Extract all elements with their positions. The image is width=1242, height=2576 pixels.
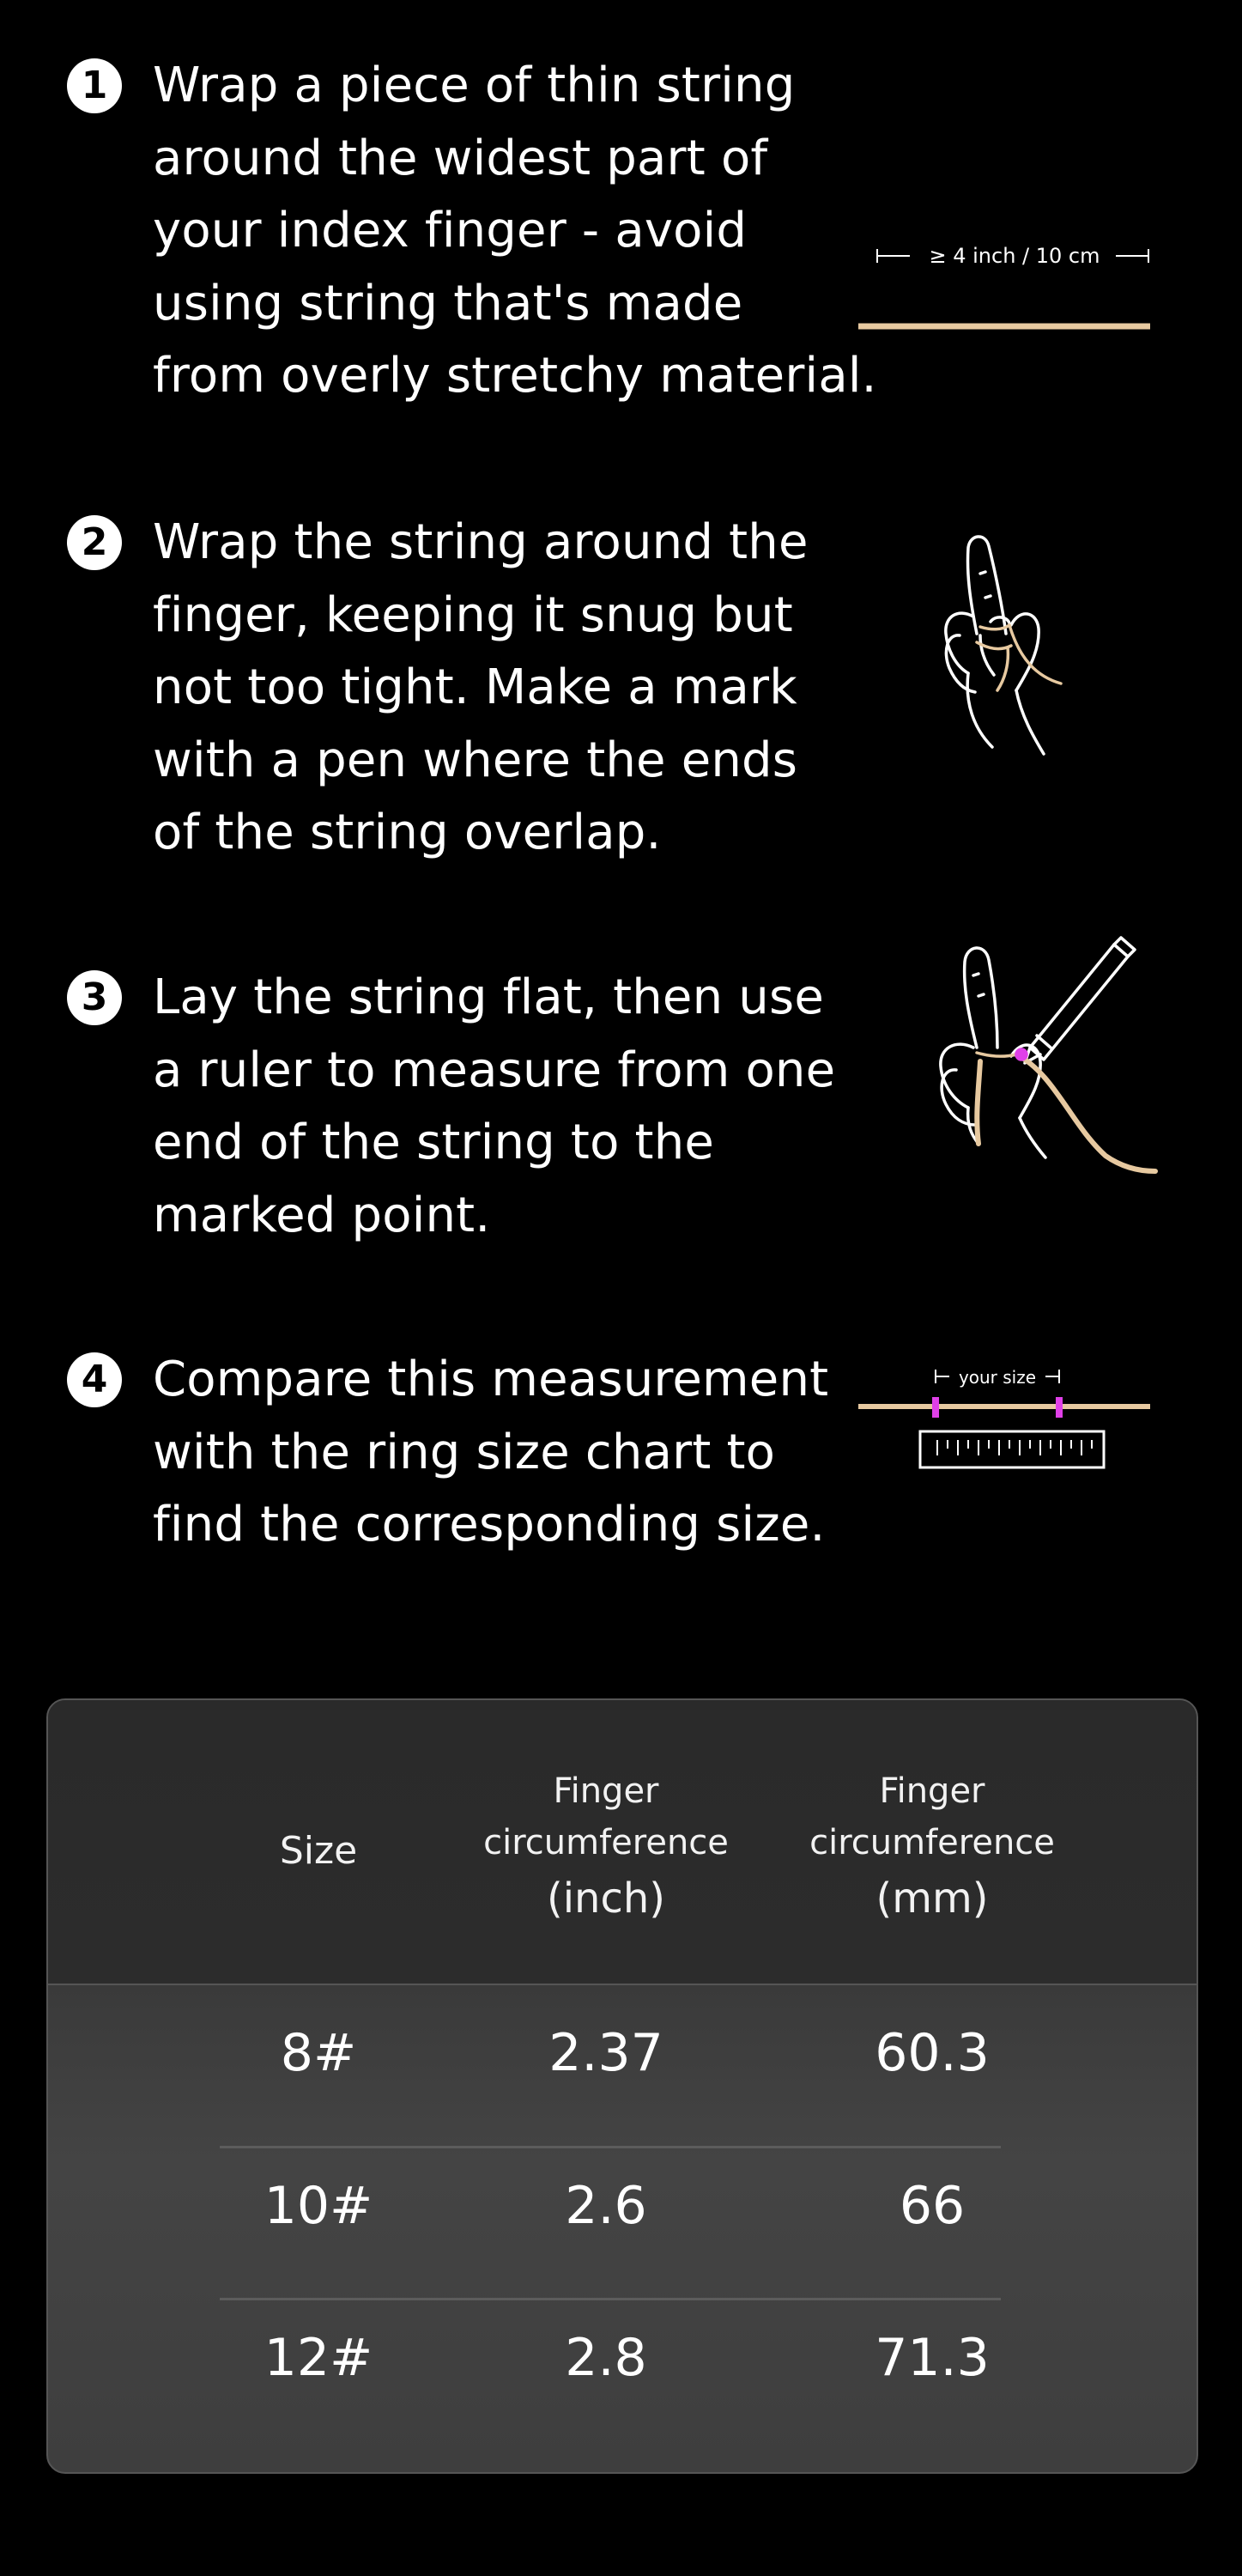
inch-cell: 2.8 xyxy=(565,2328,647,2388)
inch-cell: 2.6 xyxy=(565,2176,647,2236)
string-length-label: ≥ 4 inch / 10 cm xyxy=(929,244,1100,268)
step-number-badge: 3 xyxy=(67,970,122,1025)
size-cell: 8# xyxy=(280,2023,357,2083)
step-3 xyxy=(67,962,1234,1322)
size-cell: 10# xyxy=(264,2176,373,2236)
string-length-icon xyxy=(858,187,1167,342)
mm-cell: 60.3 xyxy=(875,2023,990,2083)
table-row xyxy=(48,2281,1197,2434)
step-number-badge: 4 xyxy=(67,1352,122,1407)
step-text: Wrap the string around the finger, keeping it snug but not too tight. Make a mark with a pen where the ends of the string overlap. xyxy=(153,514,809,860)
step-text: Wrap a piece of thin string around the widest part of your index finger - avoid using string that's made from overly stretchy material. xyxy=(153,58,877,404)
step-number-badge: 2 xyxy=(67,515,122,570)
header-size: Size xyxy=(279,1829,358,1873)
step-number-badge: 1 xyxy=(67,58,122,113)
table-row xyxy=(48,2129,1197,2282)
step-text: Lay the string flat, then use a ruler to measure from one end of the string to the marked point. xyxy=(153,969,836,1243)
step-4 xyxy=(67,1344,1234,1704)
your-size-label: your size xyxy=(958,1367,1037,1388)
step-1 xyxy=(67,50,1234,410)
step-text: Compare this measurement with the ring size chart to find the corresponding size. xyxy=(153,1352,829,1552)
finger-pen-mark-icon xyxy=(882,919,1191,1194)
mm-cell: 71.3 xyxy=(875,2328,990,2388)
table-header xyxy=(48,1700,1197,1985)
ring-size-table xyxy=(46,1698,1198,2474)
ruler-measure-icon xyxy=(858,1361,1167,1481)
step-2 xyxy=(67,507,1234,867)
mm-cell: 66 xyxy=(899,2176,966,2236)
header-circumference-mm: Finger circumference (mm) xyxy=(809,1771,1055,1923)
size-cell: 12# xyxy=(264,2328,373,2388)
inch-cell: 2.37 xyxy=(548,2023,663,2083)
table-row xyxy=(48,1977,1197,2129)
header-circumference-inch: Finger circumference (inch) xyxy=(483,1771,729,1923)
finger-wrap-icon xyxy=(908,522,1131,780)
